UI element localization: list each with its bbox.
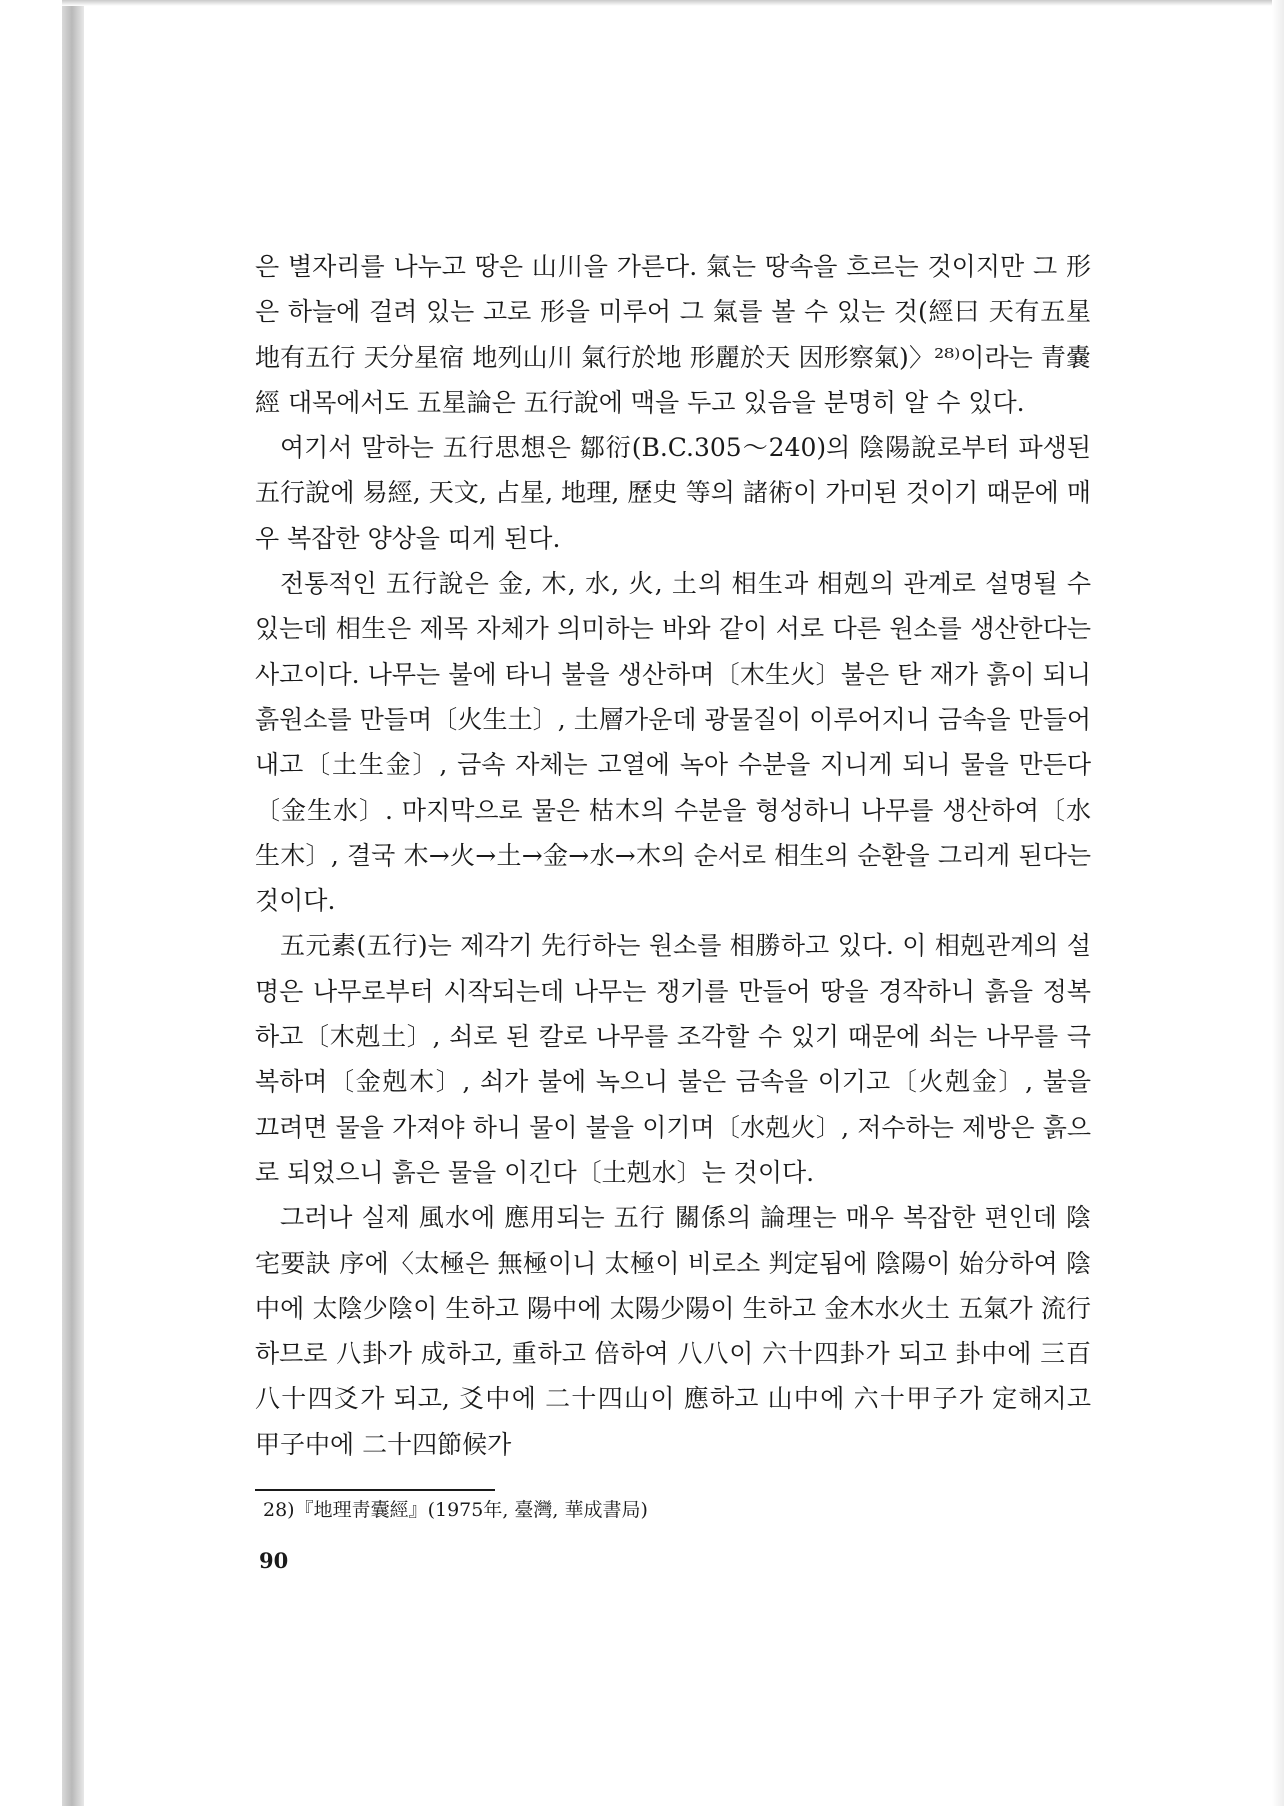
footnote-divider (255, 1489, 495, 1491)
paragraph-1: 은 별자리를 나누고 땅은 山川을 가른다. 氣는 땅속을 흐르는 것이지만 그 形은 하늘에 걸려 있는 고로 形을 미루어 그 氣를 볼 수 있는 것(經曰 天有五星 地有五行 天分星宿 地列山川 氣行於地 形麗於天 因形察氣)〉²⁸⁾이라는 青嚢經 대목에서도 五星論은 五行說에 맥을 두고 있음을 분명히 알 수 있다. (255, 252, 1091, 417)
page-number: 90 (259, 1548, 289, 1573)
footnote-28: 28)『地理靑囊經』(1975年, 臺灣, 華成書局) (263, 1499, 648, 1521)
paragraph-3: 전통적인 五行說은 金, 木, 水, 火, 土의 相生과 相剋의 관계로 설명될 수 있는데 相生은 제목 자체가 의미하는 바와 같이 서로 다른 원소를 생산한다는 사고이다. 나무는 불에 타니 불을 생산하며〔木生火〕불은 탄 재가 흙이 되니 흙원소를 만들며〔火生土〕, 土層가운데 광물질이 이루어지니 금속을 만들어 내고〔土生金〕, 금속 자체는 고열에 녹아 수분을 지니게 되니 물을 만든다〔金生水〕. 마지막으로 물은 枯木의 수분을 형성하니 나무를 생산하여〔水生木〕, 결국 木→火→土→金→水→木의 순서로 相生의 순환을 그리게 된다는 것이다. (255, 569, 1091, 916)
paragraph-5: 그러나 실제 風水에 應用되는 五行 關係의 論理는 매우 복잡한 편인데 陰宅要訣 序에〈太極은 無極이니 太極이 비로소 判定됨에 陰陽이 始分하여 陰中에 太陰少陰이 生하고 陽中에 太陽少陽이 生하고 金木水火土 五氣가 流行하므로 八卦가 成하고, 重하고 倍하여 八八이 六十四卦가 되고 卦中에 三百八十四爻가 되고, 爻中에 二十四山이 應하고 山中에 六十甲子가 定해지고 甲子中에 二十四節候가 (255, 1203, 1091, 1459)
page-right-shadow (1272, 0, 1284, 1806)
page-spine-edge (62, 0, 84, 1806)
paragraph-2: 여기서 말하는 五行思想은 鄒衍(B.C.305～240)의 陰陽說로부터 파생된 五行說에 易經, 天文, 占星, 地理, 歷史 等의 諸術이 가미된 것이기 때문에 매우 복잡한 양상을 띠게 된다. (255, 433, 1091, 553)
body-text (255, 244, 1091, 1467)
paragraph-4: 五元素(五行)는 제각기 先行하는 원소를 相勝하고 있다. 이 相剋관계의 설명은 나무로부터 시작되는데 나무는 쟁기를 만들어 땅을 경작하니 흙을 정복하고〔木剋土〕, 쇠로 된 칼로 나무를 조각할 수 있기 때문에 쇠는 나무를 극복하며〔金剋木〕, 쇠가 불에 녹으니 불은 금속을 이기고〔火剋金〕, 불을 끄려면 물을 가져야 하니 물이 불을 이기며〔水剋火〕, 저수하는 제방은 흙으로 되었으니 흙은 물을 이긴다〔土剋水〕는 것이다. (255, 931, 1091, 1187)
